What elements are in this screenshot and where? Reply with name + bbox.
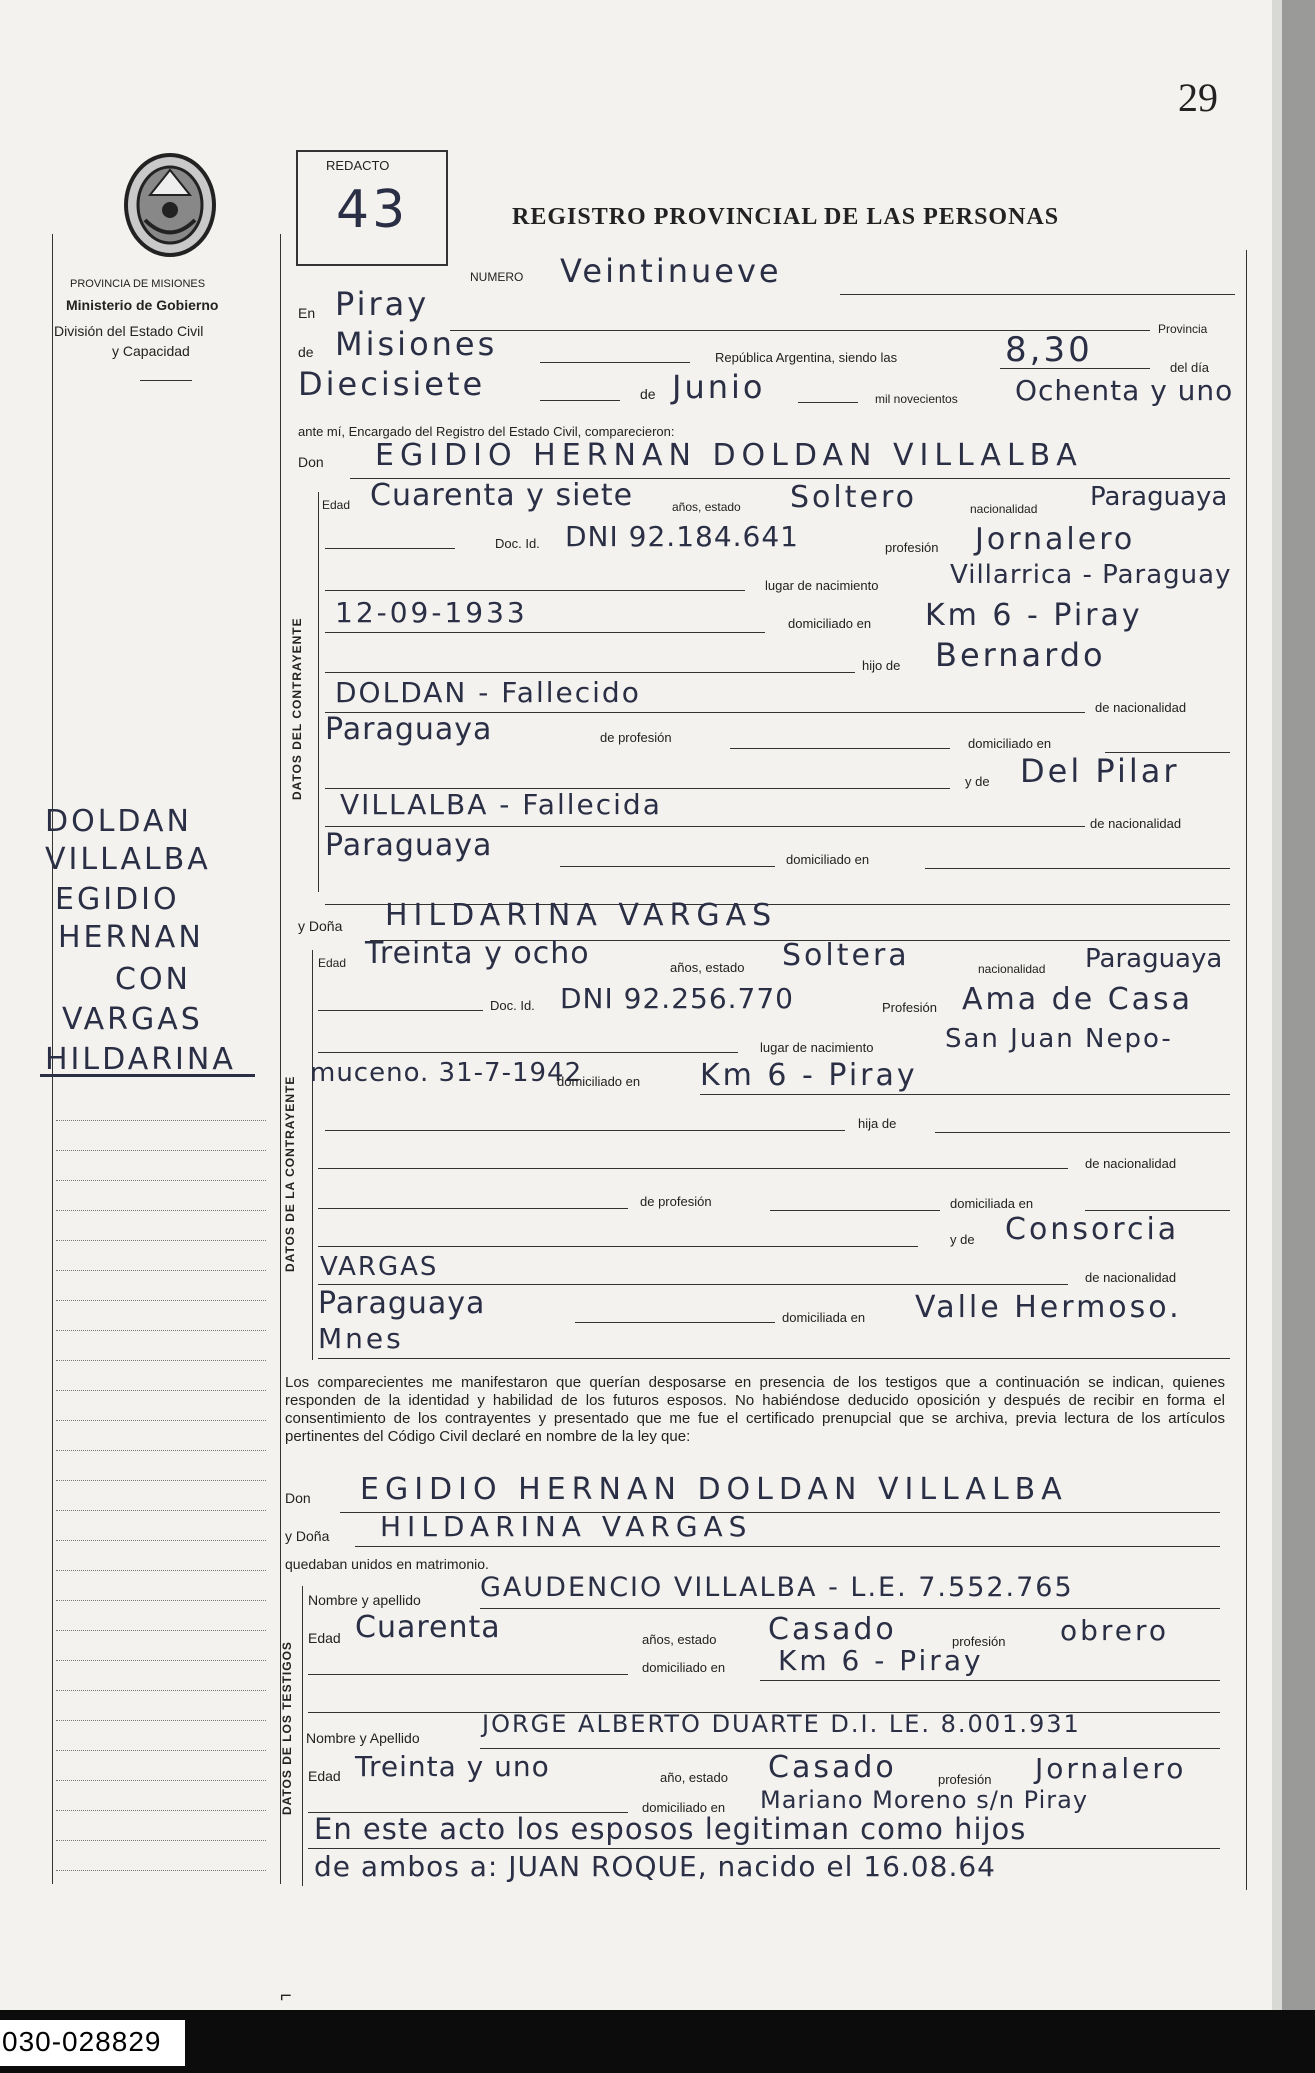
value-nota-2: de ambos a: JUAN ROQUE, nacido el 16.08.64: [314, 1850, 996, 1883]
label-numero: NUMERO: [470, 270, 524, 284]
label-domiciliada-en2: domiciliada en: [782, 1310, 866, 1325]
label-doc2: Doc. Id.: [490, 998, 535, 1013]
value-t1-edad: Cuarenta: [355, 1610, 501, 1645]
label-y-de2: y de: [950, 1232, 975, 1247]
value-h-madre-nac: Paraguaya: [325, 828, 493, 863]
scan-bottom-strip: [0, 2010, 1315, 2073]
label-domiciliado-en2: domiciliado en: [786, 852, 870, 867]
coat-of-arms-icon: [120, 150, 220, 260]
label-de-profesion: de profesión: [600, 730, 672, 745]
value-m-doc: DNI 92.256.770: [560, 982, 794, 1015]
value-h-padre-nac: Paraguaya: [325, 712, 493, 747]
value-h-doc: DNI 92.184.641: [565, 520, 799, 553]
value-dona2: HILDARINA VARGAS: [380, 1510, 753, 1543]
label-hijo-de: hijo de: [862, 658, 901, 673]
label-domiciliada-en: domiciliada en: [950, 1196, 1034, 1211]
label-doc: Doc. Id.: [495, 536, 540, 551]
value-h-padre: Bernardo: [935, 636, 1106, 674]
label-profesion4: profesión: [938, 1772, 992, 1787]
sidebar-line-4: y Capacidad: [112, 343, 190, 359]
value-m-lugar2: muceno. 31-7-1942: [310, 1058, 583, 1088]
value-m-madre-dom2: Mnes: [318, 1322, 404, 1355]
value-h-madre2: VILLALBA - Fallecida: [340, 788, 662, 821]
page-title: REGISTRO PROVINCIAL DE LAS PERSONAS: [512, 204, 1060, 230]
sidebar-line-1: PROVINCIA DE MISIONES: [70, 278, 206, 290]
label-y-de: y de: [965, 774, 990, 789]
label-de2: de: [640, 386, 656, 402]
value-de: Misiones: [335, 325, 498, 363]
label-profesion: profesión: [885, 540, 939, 555]
label-de-nacionalidad2: de nacionalidad: [1090, 816, 1182, 831]
value-h-padre2: DOLDAN - Fallecido: [335, 676, 641, 709]
value-t2-estado: Casado: [768, 1750, 897, 1785]
margin-note-6: VARGAS: [62, 1002, 203, 1037]
margin-note-5: CON: [115, 962, 192, 997]
redacto-stamp: [296, 150, 448, 266]
label-de-nacionalidad3: de nacionalidad: [1085, 1156, 1177, 1171]
label-de-nacionalidad4: de nacionalidad: [1085, 1270, 1177, 1285]
binding-edge-outer: [1282, 0, 1315, 2030]
margin-note-1: DOLDAN: [45, 804, 192, 839]
label-domiciliado-en3: domiciliado en: [557, 1074, 641, 1089]
stamp-value: 43: [336, 180, 409, 240]
value-mes: Junio: [672, 368, 766, 406]
label-ante: ante mí, Encargado del Registro del Estado Civil, comparecieron:: [298, 424, 675, 439]
value-don2: EGIDIO HERNAN DOLDAN VILLALBA: [360, 1472, 1068, 1507]
legal-paragraph: Los comparecientes me manifestaron que querían desposarse en presencia de los testigos que a continuación se indican, quienes responden de la identidad y habilidad de los futuros esposos. No habiéndose deducido oposición y después de recibir en forma el consentimiento de los contrayentes y presentado que me fue el certificado prenupcial que se archiva, previa lectura de los artículos pertinentes del Código Civil declaré en nombre de la ley que:: [285, 1374, 1225, 1445]
margin-note-2: VILLALBA: [45, 842, 211, 877]
value-h-estado: Soltero: [790, 480, 917, 515]
label-anos-estado: años, estado: [672, 500, 741, 514]
value-m-madre2: VARGAS: [320, 1252, 439, 1282]
value-t1-dom: Km 6 - Piray: [778, 1644, 984, 1677]
value-anio: Ochenta y uno: [1015, 374, 1234, 407]
label-datos-contrayenta: DATOS DE LA CONTRAYENTE: [283, 1075, 297, 1272]
value-en: Piray: [335, 285, 430, 323]
value-t2-dom: Mariano Moreno s/n Piray: [760, 1786, 1089, 1814]
value-m-edad: Treinta y ocho: [365, 936, 590, 971]
value-m-estado: Soltera: [782, 938, 910, 973]
stamp-label: REDACTO: [326, 158, 390, 173]
label-anos-estado2: años, estado: [670, 960, 745, 975]
label-del-dia: del día: [1170, 360, 1210, 375]
margin-note-3: EGIDIO: [55, 882, 180, 917]
value-dona: HILDARINA VARGAS: [385, 898, 778, 933]
value-t1-prof: obrero: [1060, 1614, 1170, 1647]
value-t1-estado: Casado: [768, 1612, 897, 1647]
value-h-nac: Paraguaya: [1090, 482, 1228, 512]
label-de-profesion2: de profesión: [640, 1194, 712, 1209]
label-don: Don: [298, 454, 324, 470]
label-edad: Edad: [322, 498, 351, 512]
sidebar-line-2: Ministerio de Gobierno: [66, 297, 219, 313]
value-nota-1: En este acto los esposos legitiman como hijos: [314, 1812, 1027, 1846]
value-m-madre: Consorcia: [1005, 1212, 1180, 1247]
value-hora: 8,30: [1005, 330, 1093, 370]
value-m-madre-dom: Valle Hermoso.: [915, 1290, 1182, 1325]
label-y-dona: y Doña: [298, 918, 343, 934]
value-h-fecha: 12-09-1933: [335, 596, 528, 629]
label-provincia: Provincia: [1158, 322, 1208, 336]
footer-code: 030-028829: [2, 2026, 162, 2057]
label-hija-de: hija de: [858, 1116, 897, 1131]
label-edad4: Edad: [308, 1768, 341, 1784]
margin-note-7: HILDARINA: [45, 1042, 236, 1077]
label-domiciliado: domiciliado en: [788, 616, 872, 631]
value-t2-edad: Treinta y uno: [355, 1750, 550, 1783]
sidebar-line-3: División del Estado Civil: [54, 323, 204, 339]
value-m-madre-nac: Paraguaya: [318, 1286, 486, 1321]
label-y-dona2: y Doña: [285, 1528, 330, 1544]
value-t1-nombre: GAUDENCIO VILLALBA - L.E. 7.552.765: [480, 1572, 1074, 1603]
label-domiciliado4: domiciliado en: [642, 1800, 726, 1815]
label-en: En: [298, 305, 316, 321]
page-number: 29: [1178, 75, 1218, 120]
label-mil: mil novecientos: [875, 392, 958, 406]
label-don2: Don: [285, 1490, 311, 1506]
value-t2-nombre: JORGE ALBERTO DUARTE D.I. LE. 8.001.931: [482, 1710, 1081, 1738]
value-dia: Diecisiete: [298, 365, 486, 403]
value-m-dom: Km 6 - Piray: [700, 1058, 918, 1093]
value-h-madre: Del Pilar: [1020, 752, 1180, 790]
value-m-prof: Ama de Casa: [962, 982, 1194, 1017]
label-republica: República Argentina, siendo las: [715, 350, 898, 365]
label-de: de: [298, 344, 314, 360]
label-nombre-apellido: Nombre y apellido: [308, 1592, 421, 1608]
value-t2-prof: Jornalero: [1035, 1752, 1187, 1785]
label-edad3: Edad: [308, 1630, 341, 1646]
label-edad2: Edad: [318, 956, 347, 970]
label-profesion3: profesión: [952, 1634, 1006, 1649]
page-mark: ⌐: [280, 1985, 292, 2007]
label-domiciliado-en: domiciliado en: [968, 736, 1052, 751]
value-h-dom: Km 6 - Piray: [925, 598, 1143, 633]
label-de-nacionalidad: de nacionalidad: [1095, 700, 1187, 715]
label-profesion-cap: Profesión: [882, 1000, 937, 1015]
label-lugar-nac: lugar de nacimiento: [765, 578, 879, 593]
label-datos-testigos: DATOS DE LOS TESTIGOS: [280, 1641, 294, 1815]
label-anos-estado3: años, estado: [642, 1632, 717, 1647]
value-m-lugar: San Juan Nepo-: [945, 1024, 1173, 1054]
label-ano-estado: año, estado: [660, 1770, 728, 1785]
label-nacionalidad: nacionalidad: [970, 502, 1038, 516]
value-h-edad: Cuarenta y siete: [370, 478, 634, 513]
margin-note-4: HERNAN: [58, 920, 204, 955]
label-lugar-nac2: lugar de nacimiento: [760, 1040, 874, 1055]
label-quedaban: quedaban unidos en matrimonio.: [285, 1556, 489, 1572]
value-numero: Veintinueve: [560, 252, 782, 290]
value-don: EGIDIO HERNAN DOLDAN VILLALBA: [375, 438, 1083, 473]
value-h-lugar: Villarrica - Paraguay: [950, 560, 1232, 590]
label-domiciliado3: domiciliado en: [642, 1660, 726, 1675]
label-nombre-apellido2: Nombre y Apellido: [306, 1730, 420, 1746]
label-datos-contrayente: DATOS DEL CONTRAYENTE: [290, 617, 304, 800]
value-m-nac: Paraguaya: [1085, 944, 1223, 974]
label-nacionalidad2: nacionalidad: [978, 962, 1046, 976]
value-h-prof: Jornalero: [975, 522, 1136, 557]
margin-note-underline: [40, 1074, 255, 1077]
